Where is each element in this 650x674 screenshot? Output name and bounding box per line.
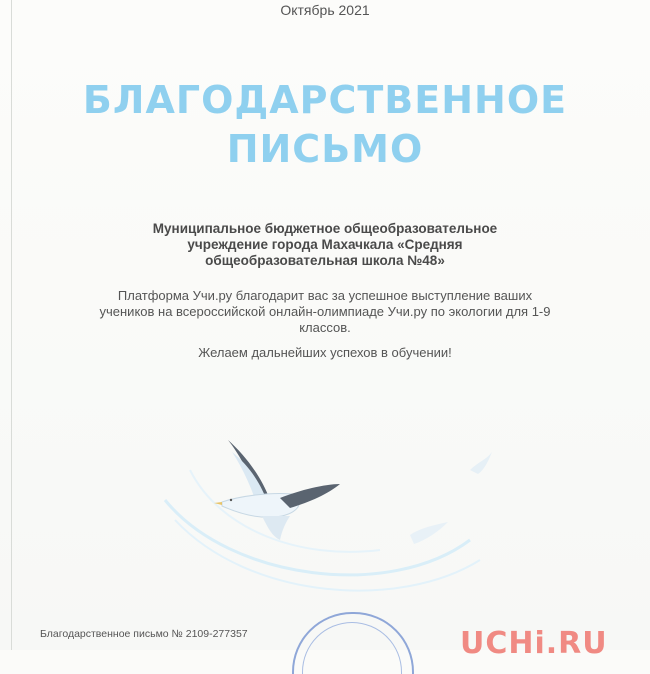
uchi-ru-logo: UCHi.RU bbox=[460, 626, 608, 661]
certificate-title-line2: ПИСЬМО bbox=[226, 127, 424, 171]
certificate-title-line1: БЛАГОДАРСТВЕННОЕ bbox=[82, 78, 568, 122]
distant-bird-1 bbox=[470, 452, 492, 474]
letter-number: Благодарственное письмо № 2109-277357 bbox=[40, 628, 248, 640]
thank-you-message: Платформа Учи.ру благодарит вас за успешное выступление ваших учеников на всероссийской онлайн-олимпиаде Учи.ру по экологии для 1-9 классов. bbox=[99, 288, 551, 335]
seagull-wing-front bbox=[280, 484, 340, 508]
issue-date: Октябрь 2021 bbox=[280, 2, 370, 18]
seagull-eye bbox=[230, 499, 232, 501]
stamp-inner-ring bbox=[302, 622, 402, 674]
wish-message: Желаем дальнейших успехов в обучении! bbox=[198, 345, 452, 360]
distant-bird-2 bbox=[410, 522, 448, 544]
recipient-organization: Муниципальное бюджетное общеобразовательное учреждение города Махачкала «Средняя общеобразовательная школа №48» bbox=[152, 221, 498, 268]
